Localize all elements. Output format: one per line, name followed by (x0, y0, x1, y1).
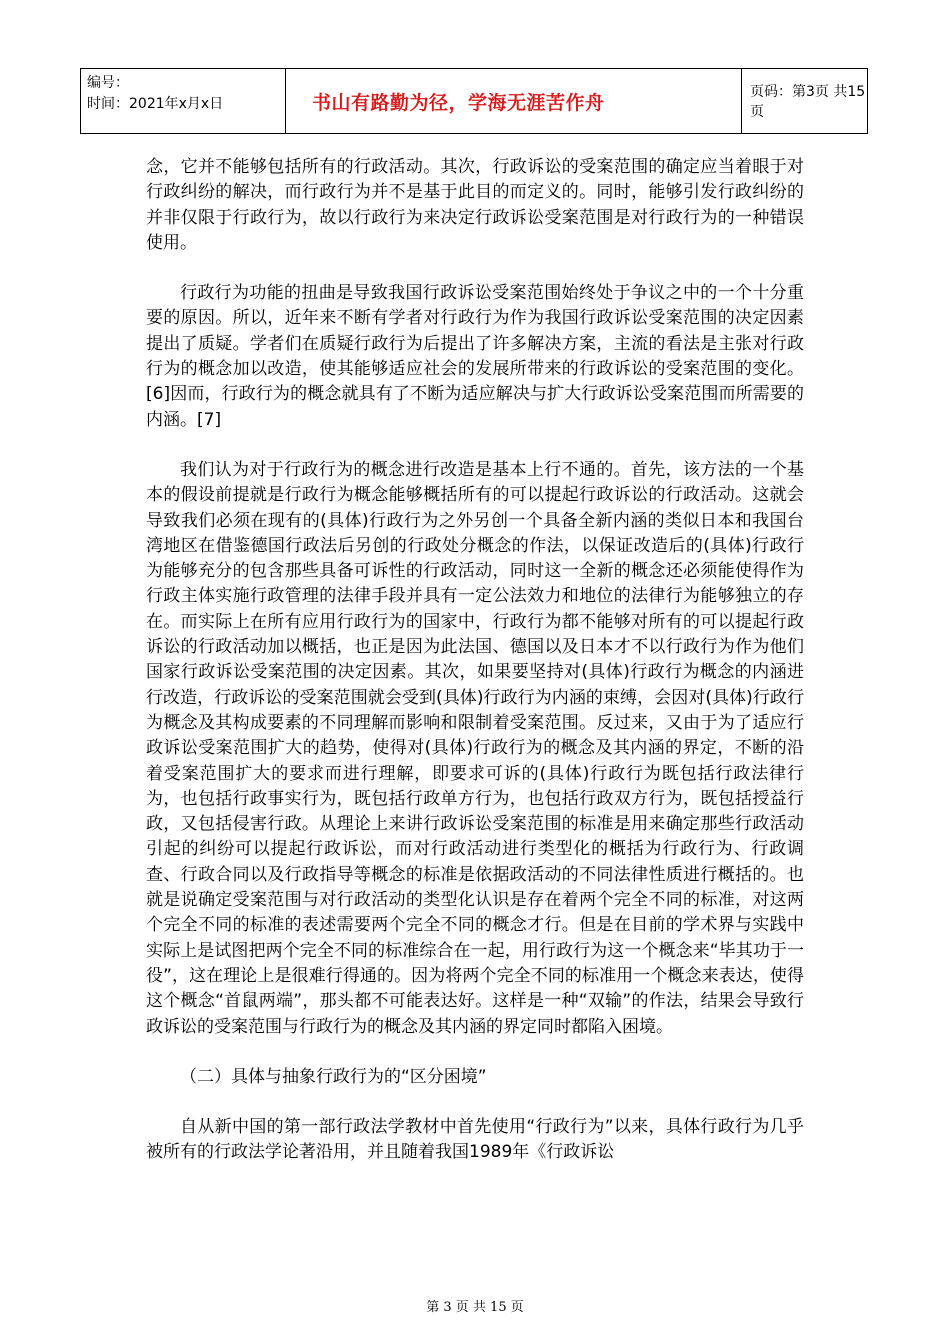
header-meta (81, 69, 285, 133)
body-paragraph-3: 我们认为对于行政行为的概念进行改造是基本上行不通的。首先，该方法的一个基本的假设前提就是行政行为概念能够概括所有的可以提起行政诉讼的行政活动。这就会导致我们必须在现有的(具体)行政行为之外另创一个具备全新内涵的类似日本和我国台湾地区在借鉴德国行政法后另创的行政处分概念的作法，以保证改造后的(具体)行政行为能够充分的包含那些具备可诉性的行政活动，同时这一全新的概念还必须能使得作为行政主体实施行政管理的法律手段并具有一定公法效力和地位的法律行为能够独立的存在。而实际上在所有应用行政行为的国家中，行政行为都不能够对所有的可以提起行政诉讼的行政活动加以概括，也正是因为此法国、德国以及日本才不以行政行为作为他们国家行政诉讼受案范围的决定因素。其次，如果要坚持对(具体)行政行为概念的内涵进行改造，行政诉讼的受案范围就会受到(具体)行政行为内涵的束缚，会因对(具体)行政行为概念及其构成要素的不同理解而影响和限制着受案范围。反过来，又由于为了适应行政诉讼受案范围扩大的趋势，使得对(具体)行政行为的概念及其内涵的界定，不断的沿着受案范围扩大的要求而进行理解，即要求可诉的(具体)行政行为既包括行政法律行为，也包括行政事实行为，既包括行政单方行为，也包括行政双方行为，既包括授益行政，又包括侵害行政。从理论上来讲行政诉讼受案范围的标准是用来确定那些行政活动引起的纠纷可以提起行政诉讼，而对行政活动进行类型化的概括为行政行为、行政调查、行政合同以及行政指导等概念的标准是依据政活动的不同法律性质进行概括的。也就是说确定受案范围与对行政活动的类型化认识是存在着两个完全不同的标准，对这两个完全不同的标准的表述需要两个完全不同的概念才行。但是在目前的学术界与实践中实际上是试图把两个完全不同的标准综合在一起，用行政行为这一个概念来“毕其功于一役”，这在理论上是很难行得通的。因为将两个完全不同的标准用一个概念来表达，使得这个概念“首鼠两端”，那头都不可能表达好。这样是一种“双输”的作法，结果会导致行政诉讼的受案范围与行政行为的概念及其内涵的界定同时都陷入困境。 (146, 459, 804, 1037)
page-footer: 第 3 页 共 15 页 (426, 1300, 524, 1315)
section-heading: （二）具体与抽象行政行为的“区分困境” (180, 1066, 487, 1087)
document-date-label: 时间：2021年x月x日 (87, 96, 224, 112)
document-number-label: 编号： (87, 75, 129, 91)
body-paragraph-1: 念，它并不能够包括所有的行政活动。其次，行政诉讼的受案范围的确定应当着眼于对行政纠纷的解决，而行政行为并不是基于此目的而定义的。同时，能够引发行政纠纷的并非仅限于行政行为，故以行政行为来决定行政诉讼受案范围是对行政行为的一种错误使用。 (146, 157, 804, 253)
body-paragraph-4: 自从新中国的第一部行政法学教材中首先使用“行政行为”以来，具体行政行为几乎被所有的行政法学论著沿用，并且随着我国1989年《行政诉讼 (146, 1117, 804, 1163)
document-header (80, 68, 868, 134)
document-body (146, 155, 804, 1166)
body-paragraph-2: 行政行为功能的扭曲是导致我国行政诉讼受案范围始终处于争议之中的一个十分重要的原因。所以，近年来不断有学者对行政行为作为我国行政诉讼受案范围的决定因素提出了质疑。学者们在质疑行政行为后提出了许多解决方案，主流的看法是主张对行政行为的概念加以改造，使其能够适应社会的发展所带来的行政诉讼的受案范围的变化。[6]因而，行政行为的概念就具有了不断为适应解决与扩大行政诉讼受案范围而所需要的内涵。[7] (146, 283, 804, 430)
header-page-info: 页码：第3页 共15页 (750, 84, 866, 120)
header-motto: 书山有路勤为径，学海无涯苦作舟 (285, 69, 742, 133)
